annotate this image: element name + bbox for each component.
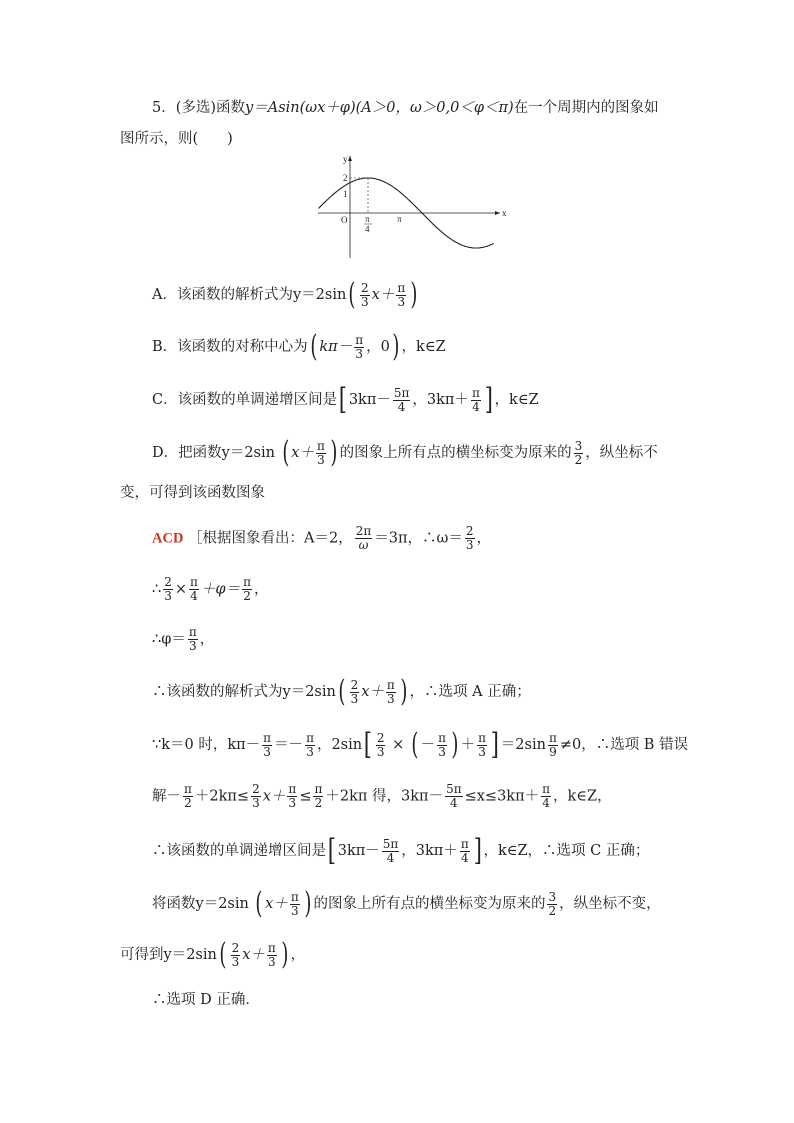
solution-line-7: ∴该函数的单调递增区间是[ 3kπ－ $\frac{5\pi}{4}$ ，3kπ＋ $\frac{\pi}{4}$ ] ，k∈Z，∴选项 C 正确； (152, 833, 650, 868)
x-axis-arrow (495, 211, 500, 215)
question-formula: y＝Asin(ωx＋φ)(A＞0，ω＞0,0＜φ＜π) (245, 100, 514, 116)
question-line-1 (152, 98, 794, 118)
option-d-line-2: 变，可得到该函数图象 (120, 485, 265, 501)
x-tick-pi4-num: π (365, 214, 370, 224)
solution-line-10: ∴选项 D 正确． (152, 992, 260, 1008)
option-b: B．该函数的对称中心为( kπ－ $\frac{\pi}{3}$ ，0) ，k∈Z (152, 329, 446, 364)
solution-line-1: ACD ［根据图象看出：A＝2， $\frac{2\pi}{\omega}$ ＝3π，∴ω＝ $\frac{2}{3}$ ， (152, 524, 491, 552)
solution-line-3: ∴φ＝ $\frac{\pi}{3}$ ， (152, 625, 215, 653)
solution-line-5: ∵k＝0 时，kπ－ $\frac{\pi}{3}$ ＝－ $\frac{\pi}{3}$ ，2sin[ $\frac{2}{3}$ × ( － $\frac{\pi}{3}$ ) ＋ $\frac{\pi}{3}$ ] ＝2sin $\frac{\pi}{9}$ ≠0，∴选项 B 错误 (152, 727, 689, 762)
solution-line-6: 解－ $\frac{\pi}{2}$ ＋2kπ≤ $\frac{2}{3}$ x＋ $\frac{\pi}{3}$ ≤ $\frac{\pi}{2}$ ＋2kπ 得，3kπ－ $\frac{5\pi}{4}$ ≤x≤3kπ＋ $\frac{\pi}{4}$ ，k∈Z， (152, 782, 612, 810)
y-axis-label: y (343, 154, 348, 164)
solution-line-9: 可得到y＝2sin( $\frac{2}{3}$ x＋ $\frac{\pi}{3}$ ) ， (120, 937, 305, 972)
solution-line-8: 将函数y＝2sin ( x＋ $\frac{\pi}{3}$ ) 的图象上所有点的横坐标变为原来的 $\frac{3}{2}$ ，纵坐标不变， (152, 886, 661, 921)
question-suffix: 在一个周期内的图象如 (513, 100, 659, 116)
option-a: A．该函数的解析式为y＝2sin( $\frac{2}{3}$ x＋ $\frac{\pi}{3}$ ) (152, 277, 418, 312)
solution-line-4: ∴该函数的解析式为y＝2sin( $\frac{2}{3}$ x＋ $\frac{\pi}{3}$ ) ，∴选项 A 正确； (152, 674, 531, 709)
x-tick-pi: π (397, 214, 402, 224)
y-tick-1: 1 (343, 189, 348, 199)
x-tick-pi4-den: 4 (365, 224, 370, 234)
question-prefix: 5．(多选)函数 (152, 100, 246, 116)
question-line-2: 图所示，则( ) (120, 131, 233, 147)
answer-label: ACD (152, 530, 184, 547)
x-axis-label: x (502, 208, 507, 218)
y-tick-2: 2 (343, 173, 348, 183)
sine-graph (314, 152, 514, 260)
option-c: C．该函数的单调递增区间是[ 3kπ－ $\frac{5\pi}{4}$ ，3kπ＋ $\frac{\pi}{4}$ ] ，k∈Z (152, 382, 539, 417)
y-axis-arrow (348, 156, 352, 161)
option-d: D．把函数y＝2sin ( x＋ $\frac{\pi}{3}$ ) 的图象上所有点的横坐标变为原来的 $\frac{3}{2}$ ，纵坐标不 (152, 435, 658, 470)
origin-label: O (341, 215, 348, 225)
solution-line-2: ∴ $\frac{2}{3}$ × $\frac{\pi}{4}$ ＋φ＝ $\frac{\pi}{2}$ ， (152, 575, 269, 603)
